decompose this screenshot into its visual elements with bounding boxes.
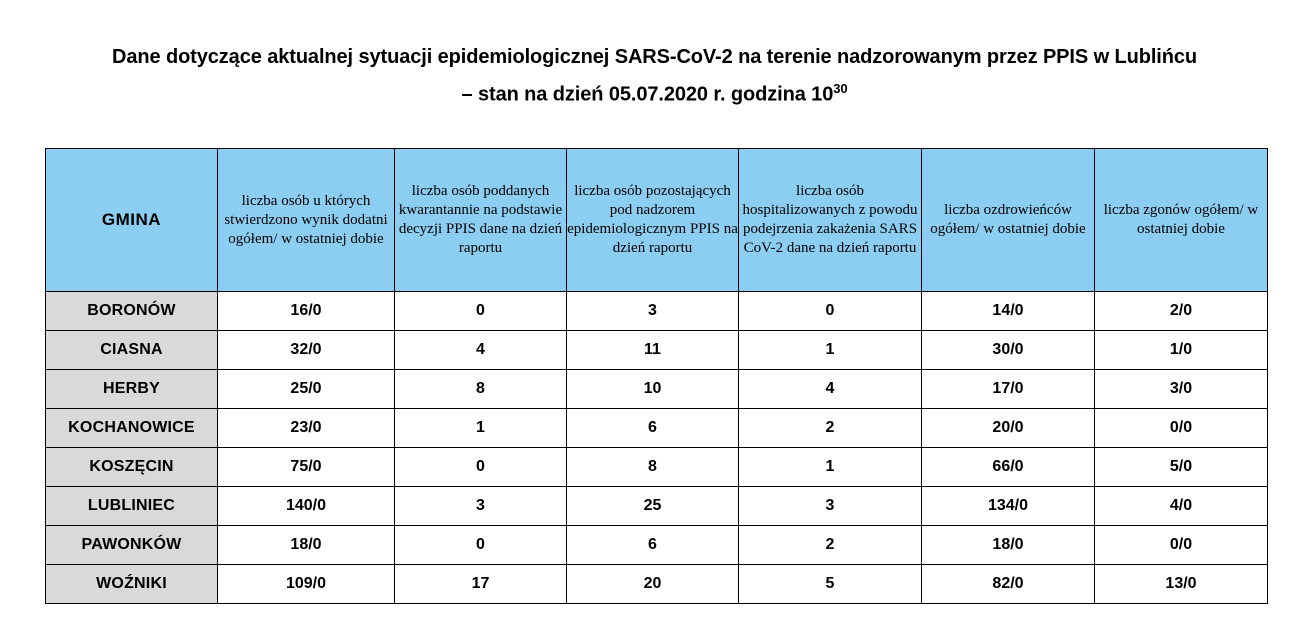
page-subtitle xyxy=(0,76,1309,108)
column-header-epidemiological-supervision: liczba osób pozostających pod nadzorem epidemiologicznym PPIS na dzień raportu xyxy=(567,149,739,292)
cell-ciasna-quarantine: 4 xyxy=(395,331,567,370)
table-header-row xyxy=(46,149,1268,292)
column-header-hospitalized: liczba osób hospitalizowanych z powodu podejrzenia zakażenia SARS CoV-2 dane na dzień raportu xyxy=(739,149,922,292)
row-label-kochanowice: KOCHANOWICE xyxy=(46,409,218,448)
cell-ciasna-supervision: 11 xyxy=(567,331,739,370)
page-subtitle-superscript: 30 xyxy=(833,81,848,96)
cell-lubliniec-hospitalized: 3 xyxy=(739,487,922,526)
cell-herby-positive: 25/0 xyxy=(218,370,395,409)
cell-lubliniec-deaths: 4/0 xyxy=(1095,487,1268,526)
table-row xyxy=(46,526,1268,565)
cell-herby-quarantine: 8 xyxy=(395,370,567,409)
cell-kochanowice-supervision: 6 xyxy=(567,409,739,448)
page-title: Dane dotyczące aktualnej sytuacji epidemiologicznej SARS-CoV-2 na terenie nadzorowanym przez PPIS w Lublińcu xyxy=(111,46,1198,68)
cell-kochanowice-quarantine: 1 xyxy=(395,409,567,448)
cell-koszecin-positive: 75/0 xyxy=(218,448,395,487)
cell-wozniki-supervision: 20 xyxy=(567,565,739,604)
cell-boronow-deaths: 2/0 xyxy=(1095,292,1268,331)
cell-pawonkow-deaths: 0/0 xyxy=(1095,526,1268,565)
cell-pawonkow-positive: 18/0 xyxy=(218,526,395,565)
row-label-pawonkow: PAWONKÓW xyxy=(46,526,218,565)
cell-wozniki-deaths: 13/0 xyxy=(1095,565,1268,604)
data-table-container xyxy=(45,148,1267,604)
cell-boronow-recovered: 14/0 xyxy=(922,292,1095,331)
table-row xyxy=(46,409,1268,448)
cell-lubliniec-quarantine: 3 xyxy=(395,487,567,526)
cell-koszecin-supervision: 8 xyxy=(567,448,739,487)
cell-pawonkow-supervision: 6 xyxy=(567,526,739,565)
cell-kochanowice-deaths: 0/0 xyxy=(1095,409,1268,448)
cell-kochanowice-recovered: 20/0 xyxy=(922,409,1095,448)
column-header-deaths: liczba zgonów ogółem/ w ostatniej dobie xyxy=(1095,149,1268,292)
cell-ciasna-hospitalized: 1 xyxy=(739,331,922,370)
cell-herby-deaths: 3/0 xyxy=(1095,370,1268,409)
column-header-quarantine: liczba osób poddanych kwarantannie na podstawie decyzji PPIS dane na dzień raportu xyxy=(395,149,567,292)
table-row xyxy=(46,370,1268,409)
table-body xyxy=(46,292,1268,604)
cell-koszecin-deaths: 5/0 xyxy=(1095,448,1268,487)
covid-statistics-table xyxy=(45,148,1268,604)
cell-wozniki-positive: 109/0 xyxy=(218,565,395,604)
cell-boronow-hospitalized: 0 xyxy=(739,292,922,331)
row-label-ciasna: CIASNA xyxy=(46,331,218,370)
row-label-lubliniec: LUBLINIEC xyxy=(46,487,218,526)
cell-ciasna-recovered: 30/0 xyxy=(922,331,1095,370)
table-header xyxy=(46,149,1268,292)
table-row xyxy=(46,565,1268,604)
column-header-recovered: liczba ozdrowieńców ogółem/ w ostatniej dobie xyxy=(922,149,1095,292)
row-label-boronow: BORONÓW xyxy=(46,292,218,331)
row-label-herby: HERBY xyxy=(46,370,218,409)
table-row xyxy=(46,487,1268,526)
cell-koszecin-recovered: 66/0 xyxy=(922,448,1095,487)
cell-ciasna-deaths: 1/0 xyxy=(1095,331,1268,370)
cell-pawonkow-quarantine: 0 xyxy=(395,526,567,565)
cell-pawonkow-recovered: 18/0 xyxy=(922,526,1095,565)
row-label-koszecin: KOSZĘCIN xyxy=(46,448,218,487)
cell-pawonkow-hospitalized: 2 xyxy=(739,526,922,565)
document-title-block xyxy=(0,0,1309,108)
cell-koszecin-quarantine: 0 xyxy=(395,448,567,487)
table-row xyxy=(46,331,1268,370)
cell-wozniki-recovered: 82/0 xyxy=(922,565,1095,604)
column-header-gmina: GMINA xyxy=(46,149,218,292)
cell-kochanowice-positive: 23/0 xyxy=(218,409,395,448)
cell-kochanowice-hospitalized: 2 xyxy=(739,409,922,448)
cell-herby-recovered: 17/0 xyxy=(922,370,1095,409)
cell-lubliniec-positive: 140/0 xyxy=(218,487,395,526)
row-label-wozniki: WOŹNIKI xyxy=(46,565,218,604)
table-row xyxy=(46,448,1268,487)
table-row xyxy=(46,292,1268,331)
cell-wozniki-quarantine: 17 xyxy=(395,565,567,604)
cell-boronow-supervision: 3 xyxy=(567,292,739,331)
cell-lubliniec-supervision: 25 xyxy=(567,487,739,526)
cell-lubliniec-recovered: 134/0 xyxy=(922,487,1095,526)
cell-wozniki-hospitalized: 5 xyxy=(739,565,922,604)
cell-koszecin-hospitalized: 1 xyxy=(739,448,922,487)
cell-herby-hospitalized: 4 xyxy=(739,370,922,409)
column-header-positive-cases: liczba osób u których stwierdzono wynik dodatni ogółem/ w ostatniej dobie xyxy=(218,149,395,292)
cell-ciasna-positive: 32/0 xyxy=(218,331,395,370)
cell-herby-supervision: 10 xyxy=(567,370,739,409)
page-subtitle-text: – stan na dzień 05.07.2020 r. godzina 10 xyxy=(461,83,834,106)
cell-boronow-quarantine: 0 xyxy=(395,292,567,331)
cell-boronow-positive: 16/0 xyxy=(218,292,395,331)
